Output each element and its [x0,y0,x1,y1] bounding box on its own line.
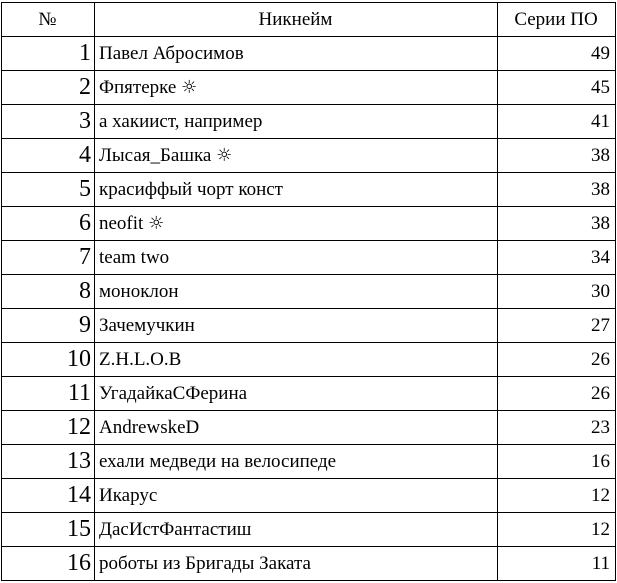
rank-number: 10 [2,343,95,377]
table-body [2,37,616,581]
score-cell: 49 [498,37,616,71]
nickname-cell [95,139,498,173]
nickname-cell [95,547,498,581]
table-row [2,173,616,207]
nickname-cell [95,105,498,139]
table-row [2,309,616,343]
nickname-cell [95,445,498,479]
rank-number: 6 [2,207,95,241]
nickname-text: Зачемучкин [99,314,195,336]
rank-number: 2 [2,71,95,105]
header-row [2,3,616,37]
score-cell: 38 [498,139,616,173]
rank-number: 12 [2,411,95,445]
nickname-text: Фпятерке [99,76,182,98]
nickname-text: Павел Абросимов [99,42,244,64]
sun-icon: ☼ [216,144,233,166]
table-row [2,547,616,581]
table-row [2,105,616,139]
rank-number: 3 [2,105,95,139]
nickname-text: Z.H.L.O.B [99,348,182,370]
score-cell: 27 [498,309,616,343]
table-row [2,71,616,105]
score-cell: 38 [498,207,616,241]
nickname-text: team two [99,246,170,268]
nickname-cell [95,241,498,275]
score-cell: 26 [498,343,616,377]
rank-number: 14 [2,479,95,513]
rank-number: 8 [2,275,95,309]
nickname-text: УгадайкаСФерина [99,382,248,404]
table-row [2,241,616,275]
nickname-cell [95,275,498,309]
nickname-cell [95,513,498,547]
score-cell: 26 [498,377,616,411]
nickname-cell [95,173,498,207]
nickname-cell [95,343,498,377]
nickname-cell [95,71,498,105]
table-row [2,377,616,411]
nickname-cell [95,37,498,71]
table-row [2,343,616,377]
nickname-text: моноклон [99,280,179,302]
table-row [2,513,616,547]
nickname-text: AndrewskeD [99,416,200,438]
rank-number: 5 [2,173,95,207]
nickname-text: красиффый чорт конст [99,178,283,200]
score-cell: 12 [498,513,616,547]
sun-icon: ☼ [148,212,165,234]
rank-number: 13 [2,445,95,479]
header-nickname: Никнейм [95,3,498,37]
nickname-cell [95,309,498,343]
nickname-text: Лысая_Башка [99,144,217,166]
score-cell: 41 [498,105,616,139]
nickname-text: neofit [99,212,149,234]
score-cell: 11 [498,547,616,581]
score-cell: 34 [498,241,616,275]
sun-icon: ☼ [181,76,198,98]
table-row [2,207,616,241]
nickname-cell [95,479,498,513]
nickname-text: ехали медведи на велосипеде [99,450,337,472]
leaderboard-table [1,2,616,581]
nickname-text: а хакиист, например [99,110,263,132]
nickname-text: роботы из Бригады Заката [99,552,311,574]
table-row [2,275,616,309]
table-row [2,479,616,513]
header-score: Серии ПО [498,3,616,37]
nickname-cell [95,377,498,411]
rank-number: 11 [2,377,95,411]
rank-number: 7 [2,241,95,275]
score-cell: 30 [498,275,616,309]
score-cell: 16 [498,445,616,479]
nickname-text: ДасИстФантастиш [99,518,252,540]
rank-number: 16 [2,547,95,581]
rank-number: 1 [2,37,95,71]
table-row [2,139,616,173]
nickname-cell [95,207,498,241]
header-number: № [2,3,95,37]
score-cell: 45 [498,71,616,105]
score-cell: 12 [498,479,616,513]
rank-number: 9 [2,309,95,343]
nickname-text: Икарус [99,484,158,506]
rank-number: 15 [2,513,95,547]
table-row [2,411,616,445]
score-cell: 23 [498,411,616,445]
rank-number: 4 [2,139,95,173]
table-row [2,445,616,479]
table-row [2,37,616,71]
score-cell: 38 [498,173,616,207]
nickname-cell [95,411,498,445]
